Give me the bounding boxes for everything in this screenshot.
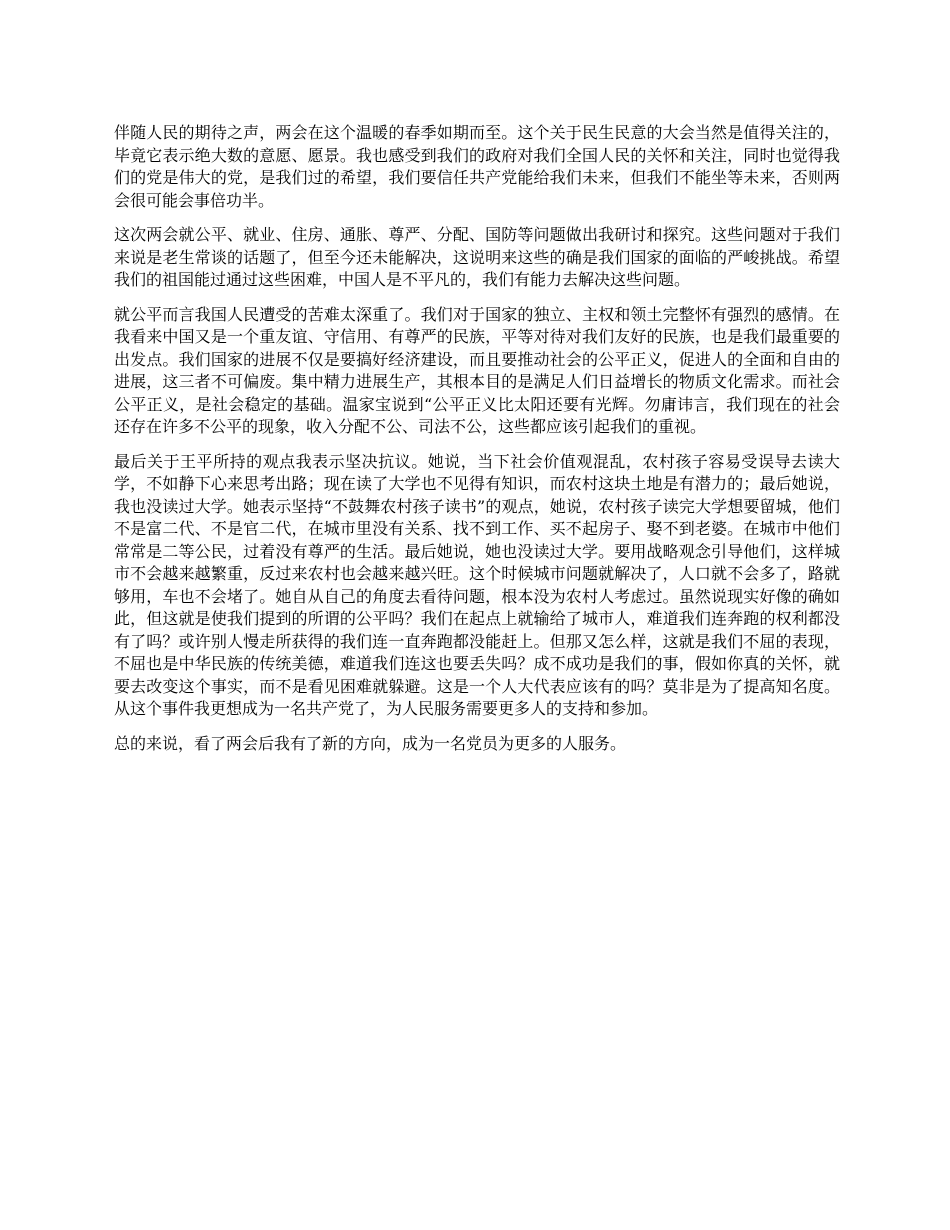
paragraph-3: 就公平而言我国人民遭受的苦难太深重了。我们对于国家的独立、主权和领土完整怀有强烈的感情。在我看来中国又是一个重友谊、守信用、有尊严的民族，平等对待对我们友好的民族，也是我们最重要的出发点。我们国家的进展不仅是要搞好经济建设，而且要推动社会的公平正义，促进人的全面和自由的进展，这三者不可偏废。集中精力进展生产，其根本目的是满足人们日益增长的物质文化需求。而社会公平正义，是社会稳定的基础。温家宝说到“公平正义比太阳还要有光辉。勿庸讳言，我们现在的社会还存在许多不公平的现象，收入分配不公、司法不公，这些都应该引起我们的重视。 bbox=[114, 304, 840, 436]
paragraph-4: 最后关于王平所持的观点我表示坚决抗议。她说，当下社会价值观混乱，农村孩子容易受误导去读大学，不如静下心来思考出路；现在读了大学也不见得有知识，而农村这块土地是有潜力的；最后她说，我也没读过大学。她表示坚持“不鼓舞农村孩子读书”的观点，她说，农村孩子读完大学想要留城，他们不是富二代、不是官二代，在城市里没有关系、找不到工作、买不起房子、娶不到老婆。在城市中他们常常是二等公民，过着没有尊严的生活。最后她说，她也没读过大学。要用战略观念引导他们，这样城市不会越来越繁重，反过来农村也会越来越兴旺。这个时候城市问题就解决了，人口就不会多了，路就够用，车也不会堵了。她自从自己的角度去看待问题，根本没为农村人考虑过。虽然说现实好像的确如此，但这就是使我们提到的所谓的公平吗？我们在起点上就输给了城市人，难道我们连奔跑的权利都没有了吗？或许别人慢走所获得的我们连一直奔跑都没能赶上。但那又怎么样，这就是我们不屈的表现，不屈也是中华民族的传统美德，难道我们连这也要丢失吗？成不成功是我们的事，假如你真的关怀，就要去改变这个事实，而不是看见困难就躲避。这是一个人大代表应该有的吗？莫非是为了提高知名度。从这个事件我更想成为一名共产党了，为人民服务需要更多人的支持和参加。 bbox=[114, 451, 840, 718]
paragraph-5: 总的来说，看了两会后我有了新的方向，成为一名党员为更多的人服务。 bbox=[114, 733, 627, 753]
paragraph-1: 伴随人民的期待之声，两会在这个温暖的春季如期而至。这个关于民生民意的大会当然是值得关注的，毕竟它表示绝大数的意愿、愿景。我也感受到我们的政府对我们全国人民的关怀和关注，同时也觉得我们的党是伟大的党，是我们过的希望，我们要信任共产党能给我们未来，但我们不能坐等未来，否则两会很可能会事倍功半。 bbox=[114, 123, 840, 210]
document-body bbox=[114, 122, 840, 767]
paragraph-2: 这次两会就公平、就业、住房、通胀、尊严、分配、国防等问题做出我研讨和探究。这些问题对于我们来说是老生常谈的话题了，但至今还未能解决，这说明来这些的确是我们国家的面临的严峻挑战。希望我们的祖国能过通过这些困难，中国人是不平凡的，我们有能力去解决这些问题。 bbox=[114, 225, 840, 289]
